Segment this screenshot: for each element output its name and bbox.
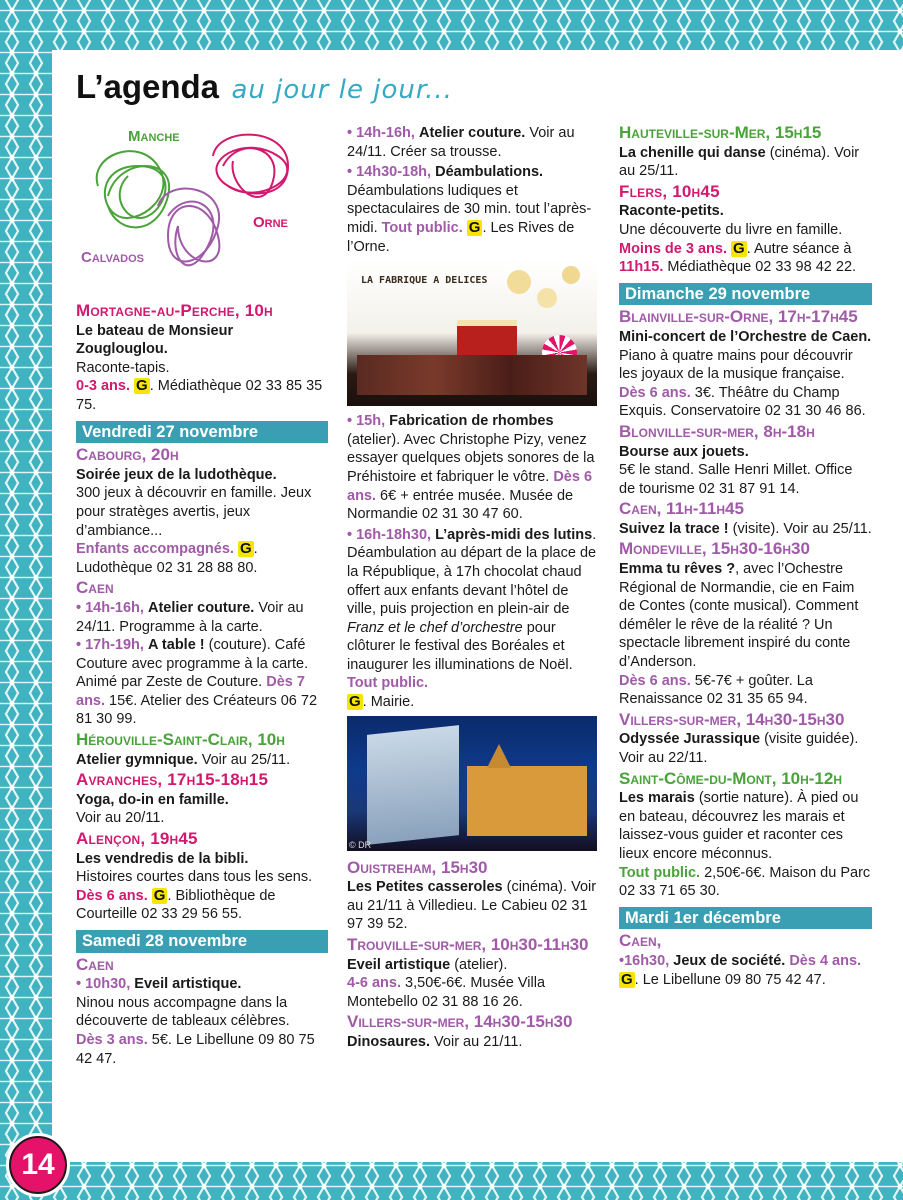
event-place: Villers-sur-mer, 14h30-15h30 bbox=[619, 709, 845, 729]
event-text: Ninou nous accompagne dans la découverte de tableaux célèbres. bbox=[76, 994, 290, 1030]
event-time: •16h30, bbox=[619, 952, 670, 969]
photo-caption: LA FABRIQUE A DELICES bbox=[361, 275, 488, 287]
event-text: (atelier). Avec Christophe Pizy, venez essayer quelques objets sonores de la Préhistoire et fabriquer le vôtre. bbox=[347, 431, 595, 485]
event-title: Les marais bbox=[619, 790, 695, 807]
event-title: Soirée jeux de la ludothèque. bbox=[76, 466, 277, 483]
event-title: Eveil artistique bbox=[347, 956, 451, 973]
event-place: Hérouville-Saint-Clair, 10h bbox=[76, 730, 285, 750]
event-text: (cinéma). Voir au 25/11. bbox=[619, 144, 860, 180]
event-title: Dinosaures. bbox=[347, 1034, 430, 1050]
event-text: Médiathèque 02 33 98 42 22. bbox=[667, 259, 857, 276]
column-3 bbox=[619, 124, 872, 991]
event-title: Atelier gymnique. bbox=[76, 751, 198, 768]
event-text: Raconte-tapis. bbox=[76, 359, 170, 376]
event-saint-come bbox=[619, 770, 872, 901]
event-place: Cabourg, 20h bbox=[76, 445, 179, 465]
event-mondeville bbox=[619, 540, 872, 708]
event-place: Alençon, 19h45 bbox=[76, 829, 198, 849]
gratuit-badge: G bbox=[468, 218, 481, 236]
event-caen-tuesday bbox=[619, 932, 872, 989]
event-time: • 14h-16h, bbox=[347, 125, 415, 141]
event-title: Atelier couture. bbox=[147, 599, 255, 616]
age-label: Dès 6 ans. bbox=[619, 672, 691, 689]
event-text: 6€ + entrée musée. Musée de Normandie 02 31 30 47 60. bbox=[347, 487, 574, 523]
event-herouville bbox=[76, 731, 328, 769]
event-lutins bbox=[347, 526, 599, 712]
gratuit-badge: G bbox=[153, 886, 166, 904]
event-title: Le bateau de Monsieur Zouglouglou. bbox=[76, 322, 234, 358]
event-time: • 14h-16h, bbox=[76, 599, 144, 616]
event-cabourg bbox=[76, 446, 328, 577]
page-header bbox=[76, 68, 453, 106]
event-text: (atelier). bbox=[454, 956, 508, 973]
event-rhombes bbox=[347, 412, 599, 524]
event-title: Mini-concert de l’Orchestre de Caen. bbox=[619, 328, 872, 345]
event-text: (visite guidée). Voir au 22/11. bbox=[619, 731, 859, 766]
event-text: , avec l’Ochestre Régional de Normandie, cie en Faim de Contes (conte musical). Comment démêler le rêve de la réalité ? Un spectacle librement inspiré du conte d’Anderson. bbox=[619, 561, 859, 671]
age-label: Tout public. bbox=[381, 219, 463, 236]
event-title-italic: Franz et le chef d’orchestre bbox=[347, 619, 523, 636]
map-label-orne: Orne bbox=[253, 214, 288, 231]
event-flers bbox=[619, 183, 872, 277]
event-caen-friday bbox=[76, 579, 328, 729]
event-text: Piano à quatre mains pour découvrir les joyaux de la musique française. bbox=[619, 347, 853, 383]
event-title: Raconte-petits. bbox=[619, 203, 724, 220]
day-header-sunday: Dimanche 29 novembre bbox=[619, 283, 872, 306]
event-title: La chenille qui danse bbox=[619, 144, 766, 161]
event-text: Déambulations ludiques et spectaculaires de 30 min. tout l’après-midi. bbox=[347, 182, 592, 236]
event-text: Voir au 20/11. bbox=[76, 810, 165, 827]
event-villers-saturday bbox=[347, 1013, 599, 1051]
event-text: (cinéma). Voir au 21/11 à Villedieu. Le Cabieu 02 31 97 39 52. bbox=[347, 879, 597, 933]
column-1 bbox=[76, 302, 328, 1070]
event-text: 5€-7€ + goûter. La Renaissance 02 31 35 65 94. bbox=[619, 672, 813, 708]
event-text: 5€ le stand. Salle Henri Millet. Office de tourisme 02 31 87 91 14. bbox=[619, 462, 853, 497]
age-label: Dès 7 ans. bbox=[76, 674, 305, 709]
event-deambulations bbox=[347, 163, 599, 256]
event-atelier-couture bbox=[347, 124, 599, 161]
event-text: (couture). Café Couture avec programme à la carte. Animé par Zeste de Couture. bbox=[76, 637, 309, 691]
gratuit-badge: G bbox=[136, 377, 148, 395]
gratuit-badge: G bbox=[621, 970, 633, 988]
event-mortagne bbox=[76, 302, 328, 415]
gratuit-badge: G bbox=[239, 540, 252, 558]
age-label: Dès 4 ans. bbox=[789, 952, 862, 969]
gratuit-badge: G bbox=[349, 693, 361, 711]
performers-shape bbox=[357, 355, 587, 395]
event-text: Voir au 25/11. bbox=[201, 751, 291, 768]
page-number: 14 bbox=[6, 1133, 70, 1197]
event-text: Une découverte du livre en famille. bbox=[619, 221, 843, 238]
event-text: (visite). Voir au 25/11. bbox=[732, 520, 872, 537]
age-label: 4-6 ans. bbox=[347, 975, 401, 992]
event-text: . Ludothèque 02 31 28 88 80. bbox=[76, 541, 258, 576]
event-text: . Déambulation au départ de la place de la République, à 17h chocolat chaud offert aux enfants devant l’hôtel de ville, puis projection en plein-air de bbox=[347, 526, 597, 618]
event-title: Eveil artistique. bbox=[134, 976, 242, 993]
gratuit-badge: G bbox=[733, 239, 745, 257]
event-time: • 14h30-18h, bbox=[347, 164, 432, 181]
page-title: L’agenda bbox=[76, 68, 220, 105]
event-title: Les vendredis de la bibli. bbox=[76, 850, 249, 867]
lantern-icon bbox=[562, 266, 580, 284]
event-time: • 17h-19h, bbox=[76, 637, 144, 654]
event-title: Bourse aux jouets. bbox=[619, 443, 749, 460]
event-blonville bbox=[619, 423, 872, 498]
event-place: Caen, bbox=[619, 931, 662, 951]
event-title: Yoga, do-in en famille. bbox=[76, 791, 229, 808]
event-ouistreham bbox=[347, 859, 599, 934]
event-text: (sortie nature). À pied ou en bateau, découvrez les marais et laissez-vous guider et raconter ces lieux encore méconnus. bbox=[619, 790, 859, 862]
map-label-calvados: Calvados bbox=[81, 249, 144, 266]
day-header-friday: Vendredi 27 novembre bbox=[76, 421, 328, 444]
age-label: Tout public. bbox=[619, 864, 701, 881]
event-place: Caen bbox=[76, 954, 114, 974]
age-label: Dès 6 ans. bbox=[619, 384, 691, 401]
age-label: Dès 3 ans. bbox=[76, 1031, 148, 1048]
event-title: Fabrication de rhombes bbox=[389, 413, 554, 430]
event-text: pour clôturer le festival des Boréales et inaugurer les illuminations de Noël. bbox=[347, 619, 573, 673]
event-place: Caen, 11h-11h45 bbox=[619, 499, 744, 519]
day-header-saturday: Samedi 28 novembre bbox=[76, 930, 328, 953]
event-text: Voir au 21/11. bbox=[434, 1034, 523, 1050]
event-blainville bbox=[619, 308, 872, 421]
event-place: Flers, 10h45 bbox=[619, 181, 720, 201]
event-title: Déambulations. bbox=[435, 164, 544, 181]
age-label: Dès 6 ans. bbox=[347, 468, 593, 504]
event-place: Blainville-sur-Orne, 17h-17h45 bbox=[619, 307, 858, 327]
lantern-icon bbox=[507, 270, 531, 294]
event-title: L’après-midi des lutins bbox=[435, 526, 593, 543]
event-text: 5€. Le Libellune 09 80 75 42 47. bbox=[76, 1031, 315, 1067]
event-place: Trouville-sur-mer, 10h30-11h30 bbox=[347, 935, 589, 955]
spire-shape bbox=[487, 744, 511, 768]
event-title: Emma tu rêves ? bbox=[619, 561, 736, 578]
age-label: 0-3 ans. bbox=[76, 378, 130, 395]
event-text: . Autre séance à bbox=[746, 240, 852, 257]
event-trouville bbox=[347, 936, 599, 1011]
projection-screen-shape bbox=[367, 725, 459, 845]
event-text: . Les Rives de l’Orne. bbox=[347, 219, 575, 255]
event-time: 11h15. bbox=[619, 259, 664, 276]
event-text: . Médiathèque 02 33 85 35 75. bbox=[76, 378, 323, 413]
event-text: . Le Libellune 09 80 75 42 47. bbox=[634, 971, 826, 988]
photo-credit: © DR bbox=[349, 839, 372, 850]
event-time: • 15h, bbox=[347, 413, 386, 430]
building-shape bbox=[467, 766, 587, 836]
region-map-doodle bbox=[78, 126, 318, 276]
event-text: 2,50€-6€. Maison du Parc 02 33 71 65 30. bbox=[619, 864, 871, 900]
event-title: A table ! bbox=[147, 637, 205, 654]
event-villers-sunday bbox=[619, 711, 872, 768]
event-place: Blonville-sur-mer, 8h-18h bbox=[619, 421, 815, 441]
event-time: • 10h30, bbox=[76, 976, 131, 993]
event-text: 3€. Théâtre du Champ Exquis. Conservatoire 02 31 30 46 86. bbox=[619, 384, 866, 420]
event-title: Atelier couture. bbox=[418, 125, 526, 141]
event-title: Jeux de société. bbox=[673, 952, 786, 969]
event-title: Odyssée Jurassique bbox=[619, 731, 761, 748]
event-place: Mondeville, 15h30-16h30 bbox=[619, 539, 810, 559]
event-place: Mortagne-au-Perche, 10h bbox=[76, 301, 273, 320]
event-title: Les Petites casseroles bbox=[347, 879, 503, 896]
event-text: 15€. Atelier des Créateurs 06 72 81 30 99. bbox=[76, 692, 318, 728]
event-place: Caen bbox=[76, 578, 114, 598]
event-caen-saturday bbox=[76, 956, 328, 1069]
event-place: Ouistreham, 15h30 bbox=[347, 857, 488, 877]
event-text: 300 jeux à découvrir en famille. Jeux pour stratèges avertis, jeux d’ambiance... bbox=[76, 485, 312, 539]
event-text: 3,50€-6€. Musée Villa Montebello 02 31 88 16 26. bbox=[347, 975, 546, 1010]
event-title: Suivez la trace ! bbox=[619, 520, 729, 537]
lantern-icon bbox=[537, 288, 557, 308]
event-caen-sunday bbox=[619, 500, 872, 538]
age-label: Enfants accompagnés. bbox=[76, 541, 234, 558]
map-label-manche: Manche bbox=[128, 128, 180, 145]
age-label: Moins de 3 ans. bbox=[619, 240, 727, 257]
photo-illuminations bbox=[347, 716, 597, 851]
event-text: Voir au 24/11. Programme à la carte. bbox=[76, 599, 304, 635]
event-place: Villers-sur-mer, 14h30-15h30 bbox=[347, 1012, 573, 1032]
age-label: Dès 6 ans. bbox=[76, 887, 148, 904]
event-text: Histoires courtes dans tous les sens. bbox=[76, 869, 313, 886]
event-time: • 16h-18h30, bbox=[347, 526, 432, 543]
event-text: . Mairie. bbox=[362, 694, 415, 711]
age-label: Tout public. bbox=[347, 675, 429, 692]
event-text: . Bibliothèque de Courteille 02 33 29 56 55. bbox=[76, 887, 276, 923]
event-hauteville bbox=[619, 124, 872, 181]
photo-fabrique-a-delices bbox=[347, 260, 597, 406]
column-2 bbox=[347, 124, 599, 1054]
day-header-tuesday: Mardi 1er décembre bbox=[619, 907, 872, 930]
event-alencon bbox=[76, 830, 328, 924]
page-subtitle: au jour le jour... bbox=[231, 75, 453, 105]
event-place: Hauteville-sur-Mer, 15h15 bbox=[619, 123, 822, 142]
event-place: Saint-Côme-du-Mont, 10h-12h bbox=[619, 768, 843, 788]
event-text: Voir au 24/11. Créer sa trousse. bbox=[347, 125, 575, 160]
event-place: Avranches, 17h15-18h15 bbox=[76, 770, 269, 790]
event-avranches bbox=[76, 771, 328, 828]
